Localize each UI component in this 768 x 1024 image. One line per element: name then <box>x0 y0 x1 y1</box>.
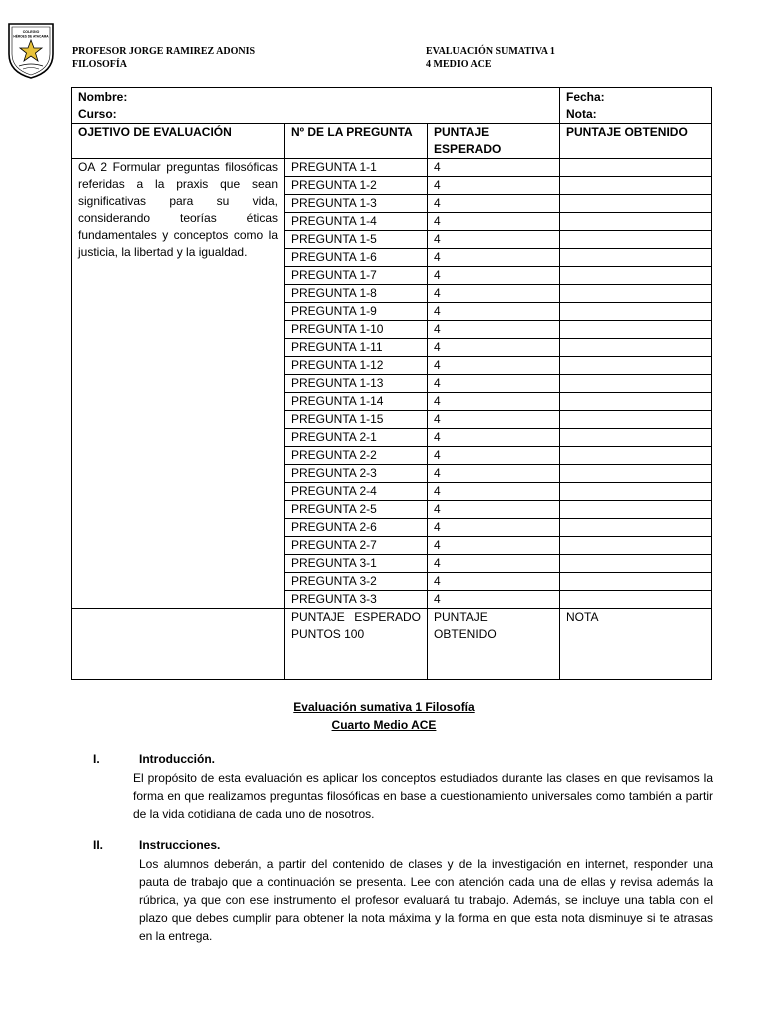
expected-score: 4 <box>428 357 560 375</box>
obtained-score-cell[interactable] <box>560 501 712 519</box>
question-number: PREGUNTA 1-14 <box>285 393 428 411</box>
evaluation-objective: OA 2 Formular preguntas filosóficas referidas a la praxis que sean significativas para su vida, considerando teorías éticas fundamentales y conceptos como la justicia, la libertad y la igualdad. <box>72 159 285 609</box>
section-heading: Instrucciones. <box>139 838 221 852</box>
section-body: Los alumnos deberán, a partir del contenido de clases y de la investigación en internet, responder una pauta de trabajo que a continuación se presenta. Lee con atención cada una de ellas y revisa además la rúbrica, ya que con ese instrumento el profesor evaluará tu trabajo. Además, se incluye una tabla con el plazo que debes cumplir para obtener la nota máxima y la forma en que esta nota disminuye si te atrasas en la entrega. <box>139 857 713 943</box>
obtained-score-cell[interactable] <box>560 411 712 429</box>
svg-text:COLEGIO: COLEGIO <box>22 30 40 34</box>
expected-score: 4 <box>428 465 560 483</box>
question-number: PREGUNTA 1-7 <box>285 267 428 285</box>
section-heading: Introducción. <box>139 752 215 766</box>
question-number: PREGUNTA 1-8 <box>285 285 428 303</box>
obtained-score-cell[interactable] <box>560 249 712 267</box>
obtained-score-cell[interactable] <box>560 429 712 447</box>
question-number: PREGUNTA 1-12 <box>285 357 428 375</box>
header-right <box>426 45 555 71</box>
expected-score: 4 <box>428 159 560 177</box>
evaluation-name: EVALUACIÓN SUMATIVA 1 <box>426 46 555 57</box>
header-left <box>72 45 255 71</box>
obtained-score-cell[interactable] <box>560 177 712 195</box>
table-header-row <box>72 124 712 159</box>
expected-score: 4 <box>428 591 560 609</box>
obtained-score-cell[interactable] <box>560 573 712 591</box>
obtained-score-cell[interactable] <box>560 159 712 177</box>
obtained-score-cell[interactable] <box>560 537 712 555</box>
expected-score: 4 <box>428 447 560 465</box>
question-number: PREGUNTA 2-1 <box>285 429 428 447</box>
question-number: PREGUNTA 3-3 <box>285 591 428 609</box>
obtained-score-cell[interactable] <box>560 267 712 285</box>
total-obtained: PUNTAJE OBTENIDO <box>428 609 560 680</box>
section-number: II. <box>93 838 104 852</box>
svg-text:HÉROES DE ATACAMA: HÉROES DE ATACAMA <box>13 34 49 39</box>
question-number: PREGUNTA 1-15 <box>285 411 428 429</box>
expected-score: 4 <box>428 555 560 573</box>
expected-score: 4 <box>428 393 560 411</box>
expected-score: 4 <box>428 339 560 357</box>
obtained-score-cell[interactable] <box>560 303 712 321</box>
expected-score: 4 <box>428 321 560 339</box>
expected-score: 4 <box>428 267 560 285</box>
obtained-score-cell[interactable] <box>560 375 712 393</box>
question-number: PREGUNTA 1-11 <box>285 339 428 357</box>
obtained-score-cell[interactable] <box>560 555 712 573</box>
teacher-name: PROFESOR JORGE RAMIREZ ADONIS <box>72 46 256 57</box>
empty-cell <box>72 609 285 680</box>
question-number: PREGUNTA 1-10 <box>285 321 428 339</box>
expected-score: 4 <box>428 285 560 303</box>
expected-score: 4 <box>428 483 560 501</box>
name-label: Nombre: <box>78 90 128 104</box>
question-number: PREGUNTA 3-2 <box>285 573 428 591</box>
question-number: PREGUNTA 2-2 <box>285 447 428 465</box>
date-label: Fecha: <box>566 90 605 104</box>
question-number: PREGUNTA 2-6 <box>285 519 428 537</box>
question-number: PREGUNTA 1-1 <box>285 159 428 177</box>
evaluation-table <box>71 87 712 680</box>
header-obtained-score: PUNTAJE OBTENIDO <box>560 124 712 159</box>
obtained-score-cell[interactable] <box>560 591 712 609</box>
student-info-row <box>72 88 712 124</box>
total-expected: PUNTAJE ESPERADO PUNTOS 100 <box>285 609 428 680</box>
obtained-score-cell[interactable] <box>560 285 712 303</box>
subject-name: FILOSOFÍA <box>72 59 128 70</box>
header-question-number: Nº DE LA PREGUNTA <box>285 124 428 159</box>
expected-score: 4 <box>428 177 560 195</box>
obtained-score-cell[interactable] <box>560 393 712 411</box>
question-number: PREGUNTA 2-4 <box>285 483 428 501</box>
question-number: PREGUNTA 2-7 <box>285 537 428 555</box>
expected-score: 4 <box>428 303 560 321</box>
obtained-score-cell[interactable] <box>560 519 712 537</box>
expected-score: 4 <box>428 537 560 555</box>
question-number: PREGUNTA 3-1 <box>285 555 428 573</box>
question-number: PREGUNTA 1-5 <box>285 231 428 249</box>
obtained-score-cell[interactable] <box>560 465 712 483</box>
course-level: 4 MEDIO ACE <box>426 59 492 70</box>
section-instructions <box>93 837 713 945</box>
question-number: PREGUNTA 1-3 <box>285 195 428 213</box>
obtained-score-cell[interactable] <box>560 213 712 231</box>
document-subtitle: Cuarto Medio ACE <box>331 718 437 732</box>
section-body: El propósito de esta evaluación es aplicar los conceptos estudiados durante las clases en que revisamos la forma en que realizamos preguntas filosóficas en base a cuestionamiento universales como también a partir de la vida cotidiana de cada uno de nosotros. <box>133 771 713 821</box>
obtained-score-cell[interactable] <box>560 447 712 465</box>
section-number: I. <box>93 752 100 766</box>
obtained-score-cell[interactable] <box>560 231 712 249</box>
obtained-score-cell[interactable] <box>560 483 712 501</box>
question-number: PREGUNTA 1-9 <box>285 303 428 321</box>
question-number: PREGUNTA 2-5 <box>285 501 428 519</box>
expected-score: 4 <box>428 573 560 591</box>
table-row <box>72 159 712 177</box>
totals-row <box>72 609 712 680</box>
header-objective: OJETIVO DE EVALUACIÓN <box>72 124 285 159</box>
obtained-score-cell[interactable] <box>560 195 712 213</box>
expected-score: 4 <box>428 213 560 231</box>
obtained-score-cell[interactable] <box>560 339 712 357</box>
final-grade: NOTA <box>560 609 712 680</box>
question-number: PREGUNTA 1-13 <box>285 375 428 393</box>
expected-score: 4 <box>428 195 560 213</box>
header-expected-score: PUNTAJE ESPERADO <box>428 124 560 159</box>
question-number: PREGUNTA 1-2 <box>285 177 428 195</box>
obtained-score-cell[interactable] <box>560 321 712 339</box>
school-crest-logo <box>6 22 56 80</box>
question-number: PREGUNTA 1-4 <box>285 213 428 231</box>
obtained-score-cell[interactable] <box>560 357 712 375</box>
course-label: Curso: <box>78 107 117 121</box>
document-title: Evaluación sumativa 1 Filosofía <box>293 700 475 714</box>
expected-score: 4 <box>428 411 560 429</box>
question-number: PREGUNTA 2-3 <box>285 465 428 483</box>
grade-label: Nota: <box>566 107 597 121</box>
expected-score: 4 <box>428 249 560 267</box>
question-number: PREGUNTA 1-6 <box>285 249 428 267</box>
expected-score: 4 <box>428 429 560 447</box>
expected-score: 4 <box>428 501 560 519</box>
expected-score: 4 <box>428 375 560 393</box>
expected-score: 4 <box>428 519 560 537</box>
section-introduction <box>93 751 713 823</box>
expected-score: 4 <box>428 231 560 249</box>
